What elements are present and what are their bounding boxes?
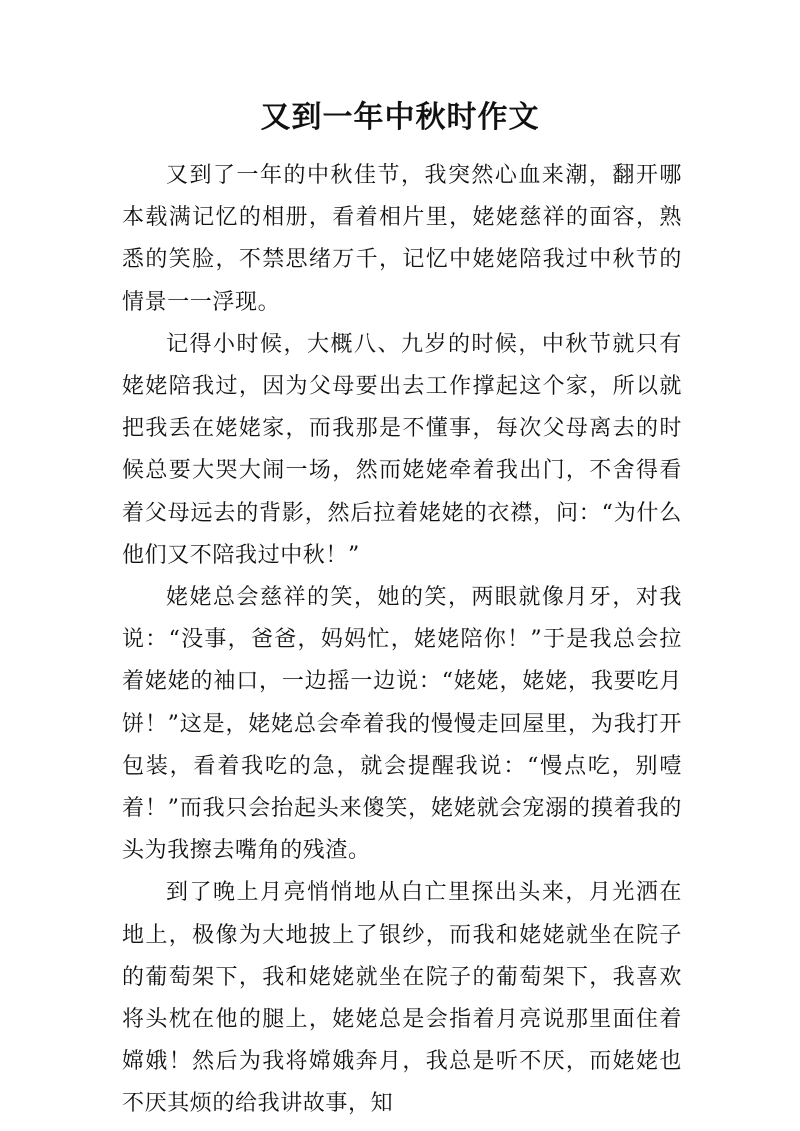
paragraph: 姥姥总会慈祥的笑，她的笑，两眼就像月牙，对我说：“没事，爸爸，妈妈忙，姥姥陪你！”于是我总会拉着姥姥的袖口，一边摇一边说：“姥姥，姥姥，我要吃月饼！”这是，姥姥总会牵着我的慢慢走回屋里，为我打开包装，看着我吃的急，就会提醒我说：“慢点吃，别噎着！”而我只会抬起头来傻笑，姥姥就会宠溺的摸着我的头为我擦去嘴角的残渣。 [122,585,682,864]
paragraph: 又到了一年的中秋佳节，我突然心血来潮，翻开哪本载满记忆的相册，看着相片里，姥姥慈祥的面容，熟悉的笑脸，不禁思绪万千，记忆中姥姥陪我过中秋节的情景一一浮现。 [122,163,682,315]
document-title: 又到一年中秋时作文 [260,100,540,135]
paragraph: 记得小时候，大概八、九岁的时候，中秋节就只有姥姥陪我过，因为父母要出去工作撑起这个家，所以就把我丢在姥姥家，而我那是不懂事，每次父母离去的时候总要大哭大闹一场，然而姥姥牵着我出门，不舍得看着父母远去的背影，然后拉着姥姥的衣襟，问：“为什么他们又不陪我过中秋！” [122,331,682,568]
paragraph: 到了晚上月亮悄悄地从白亡里探出头来，月光洒在地上，极像为大地披上了银纱，而我和姥姥就坐在院子的葡萄架下，我和姥姥就坐在院子的葡萄架下，我喜欢将头枕在他的腿上，姥姥总是会指着月亮说那里面住着嫦娥！然后为我将嫦娥奔月，我总是听不厌，而姥姥也不厌其烦的给我讲故事，知 [122,880,682,1117]
document-body [122,155,682,1126]
